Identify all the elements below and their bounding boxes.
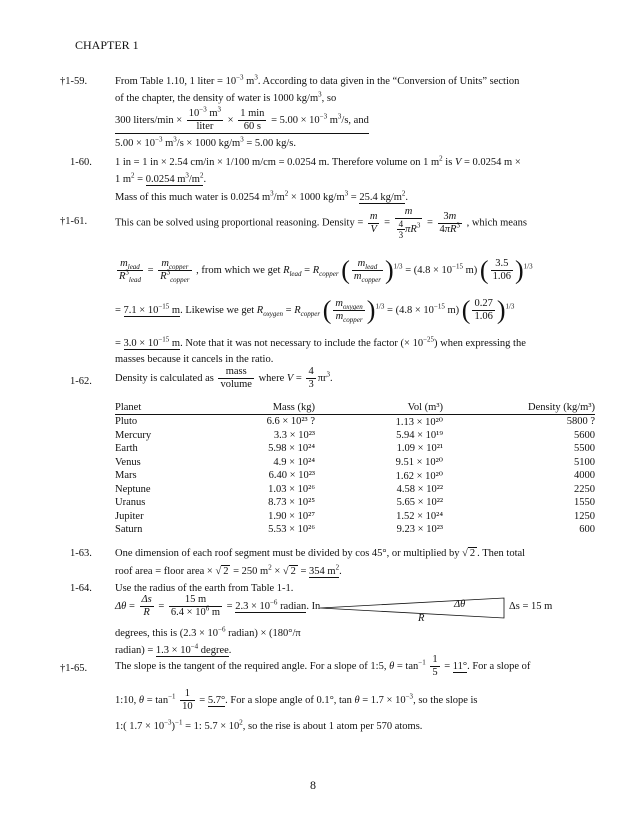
table-cell: 1.09 × 10²¹ [396,443,443,455]
table-row [115,469,595,483]
problem-text: masses because it cancels in the ratio. [115,354,274,365]
table-cell: 1.62 × 10²⁰ [395,470,443,482]
equation: = $7.1 \times 10^{-15}$ m. Likewise we get $R_{oxygen} = R_{copper}$ ( $\frac{m_{oxygen}}{m_{copper}}$ )$^{1/3} = (4.8 \times 10^{-15}$ m) ( $\frac{0.27}{1.06}$ )$^{1/3}$ [115,295,515,325]
problem-text: Mass of this much water is 0.0254 $m^3/m^2 \times 1000$ $kg/m^3 = 25.4$ $kg/m^2$. [115,189,409,203]
table-cell: 1.52 × 10²⁴ [396,510,443,522]
table-cell: Uranus [115,497,146,509]
problem-text: radian) = $1.3 \times 10^{-4}$ degree. [115,642,232,656]
table-cell: 5500 [574,443,595,455]
table-cell: 9.51 × 10²⁰ [395,457,443,469]
problem-text: 1:10, $\theta = \tan^{-1}$ $\frac{1}{10}$ = 5.7°. For a slope angle of 0.1°, $\tan \theta = 1.7 \times 10^{-3}$, so the slope is [115,688,478,712]
table-cell: Mercury [115,429,152,441]
problem-number: †1-59. [60,76,88,87]
table-cell: 1250 [574,510,595,522]
problem-text: Density is calculated as $\frac{\text{mass}}{\text{volume}}$ where V = $\frac{4}{3}$ $\pi r^3$. [115,366,333,390]
problem-text: 1 in = 1 in × 2.54 cm/in × 1/100 m/cm = 0.0254 m. Therefore volume on 1 $m^2$ is V = 0.0254 m × [115,154,521,168]
table-cell: 4.9 × 10²⁴ [273,456,315,468]
table-cell: 4.58 × 10²² [396,483,443,495]
column-header: Planet [115,400,193,415]
table-cell: 2250 [574,483,595,495]
table-cell: 9.23 × 10²³ [396,524,443,536]
problem-number: 1-62. [70,376,92,387]
radius-label: R [418,613,425,624]
table-row [115,510,595,524]
column-header: Vol (m³) [323,400,447,415]
table-cell: 1.13 × 10²⁰ [395,416,443,428]
table-cell: 600 [579,524,595,536]
table-cell: 1.90 × 10²⁷ [268,510,315,522]
equation: $\frac{m_{lead}}{R^3_{lead}}$ = $\frac{m_{copper}}{R^3_{copper}}$ , from which we get $R_{lead} = R_{copper}$ ( $\frac{m_{lead}}{m_{copper}}$ )$^{1/3} = (4.8 \times 10^{-15}$ m) ( $\frac{3.5}{1.06}$ )$^{1/3}$ [119,255,533,285]
table-cell: 4000 [574,470,595,482]
table-cell: 6.40 × 10²³ [268,470,315,482]
problem-number: 1-64. [70,583,92,594]
planet-table [115,400,595,537]
table-cell: 5.53 × 10²⁶ [268,524,315,536]
table-cell: Neptune [115,483,151,495]
table-cell: Earth [115,443,138,455]
table-row [115,429,595,443]
table-cell: 3.3 × 10²³ [273,429,315,441]
problem-text: Use the radius of the earth from Table 1-1. [115,583,294,594]
table-cell: 5600 [574,429,595,441]
problem-number: †1-65. [60,663,88,674]
problem-text: The slope is the tangent of the required angle. For a slope of 1:5, $\theta = \tan^{-1}$ $\frac{1}{5}$ = 11°. For a slope of [115,654,531,678]
column-header: Density (kg/m³) [447,400,595,415]
table-row [115,442,595,456]
table-cell: 5.98 × 10²⁴ [268,443,315,455]
table-row [115,496,595,510]
table-cell: Jupiter [115,510,144,522]
table-cell: 1550 [574,497,595,509]
table-cell: Saturn [115,524,143,536]
problem-number: †1-61. [60,216,88,227]
table-cell: 8.73 × 10²⁵ [268,497,315,509]
angle-diagram [320,596,506,626]
table-cell: 6.6 × 10²³ ? [266,416,315,428]
problem-number: 1-63. [70,548,92,559]
problem-text: = $3.0 \times 10^{-15}$ m. Note that it was not necessary to include the factor (× $10^{-25}$) when expressing the [115,335,526,349]
table-row [115,523,595,537]
problem-text: 1:( $1.7 \times 10^{-3})^{-1} = 1$: $5.7 \times 10^2$, so the rise is about 1 atom per 570 atoms. [115,718,423,732]
table-cell: Pluto [115,416,138,428]
table-header-row [115,400,595,415]
arc-length-label: Δs = 15 m [509,601,553,612]
problem-text: roof area = floor area × √ 2 = 250 $m^2$ × √ 2 = 354 $m^2$. [115,563,342,577]
table-cell: Venus [115,456,141,468]
problem-text: 1 $m^2 = 0.0254$ $m^3/m^2$. [115,171,207,185]
table-row [115,483,595,497]
table-row [115,415,595,429]
table-cell: 1.03 × 10²⁶ [268,483,315,495]
equation: Δθ = $\frac{\Delta s}{R}$ = $\frac{15 m}{6.4 \times 10^6 m}$ = $2.3 \times 10^{-6}$ radian. In [115,594,321,618]
chapter-header: CHAPTER 1 [75,38,139,52]
table-cell: Mars [115,470,137,482]
table-cell: 5.65 × 10²² [396,497,443,509]
table-cell: 5100 [574,456,595,468]
page-number: 8 [310,778,316,792]
column-header: Mass (kg) [193,400,323,415]
problem-text: of the chapter, the density of water is 1000 $kg/m^3$, so [115,90,337,104]
problem-text: degrees, this is ($2.3 \times 10^{-6}$ radian) × (180°/π [115,625,301,639]
problem-text: This can be solved using proportional reasoning. Density = $\frac{m}{V}$ = m $\frac{4}{3}$ $\pi R^3$ = $\frac{3m}{4\pi R^3}$ , which means [115,206,527,240]
equation: $5.00 \times 10^{-3}$ $m^3/s \times 1000$ $kg/m^3 = 5.00$ kg/s. [115,135,296,149]
table-cell: 5.94 × 10¹⁹ [396,429,443,441]
table-row [115,456,595,470]
equation: 300 liters/min × $\frac{10^{-3} m^3}{\text{liter}}$ × $\frac{1 \min}{60 s}$ = $5.00 \times 10^{-3}$ $m^3/s$, and [115,105,369,132]
table-cell: 5800 ? [566,416,595,428]
problem-number: 1-60. [70,157,92,168]
angle-label: Δθ [454,599,466,610]
problem-text: From Table 1.10, 1 liter = $10^{-3}$ $m^3$. According to data given in the “Conversion of Units” section [115,73,520,87]
problem-text: One dimension of each roof segment must be divided by cos 45°, or multiplied by √ 2 . Then total [115,548,526,559]
